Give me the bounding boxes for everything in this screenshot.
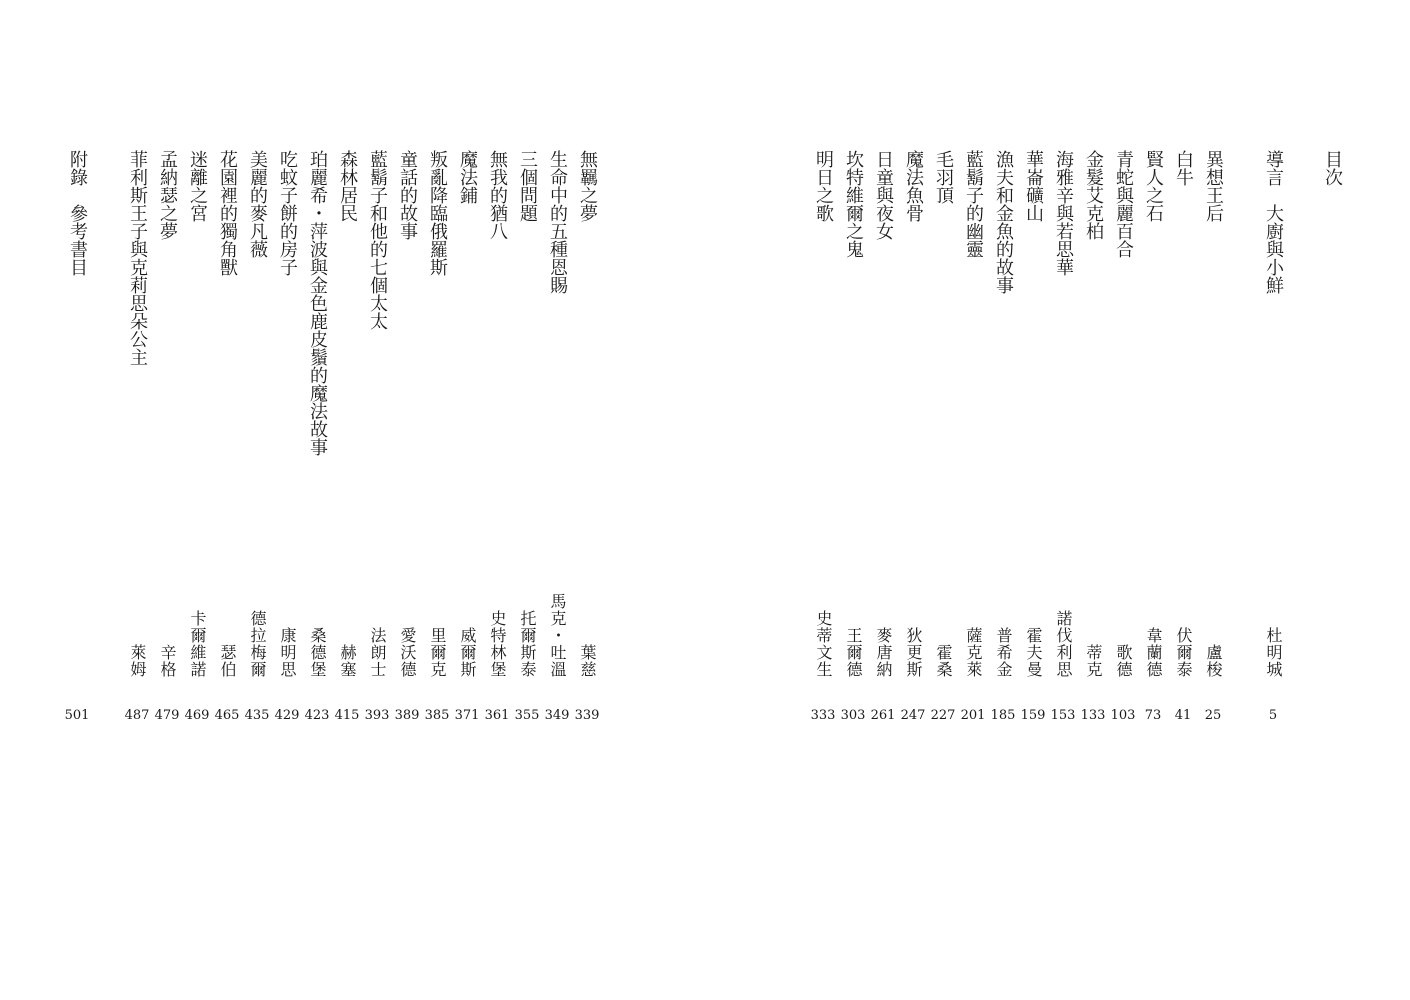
toc-entry-title: 藍鬍子和他的七個太太 bbox=[367, 150, 388, 330]
toc-entry-title: 無我的猶八 bbox=[487, 150, 508, 240]
toc-entry-title: 美麗的麥凡薇 bbox=[247, 150, 268, 258]
toc-entry-title: 魔法魚骨 bbox=[903, 150, 924, 222]
toc-entry-page-number: 469 bbox=[184, 708, 210, 723]
toc-entry-page-number: 479 bbox=[154, 708, 180, 723]
toc-entry-title: 漁夫和金魚的故事 bbox=[993, 150, 1014, 294]
toc-entry-author: 史特林堡 bbox=[488, 610, 507, 678]
toc-entry bbox=[988, 0, 1018, 723]
toc-entry-title: 坎特維爾之鬼 bbox=[843, 150, 864, 258]
toc-entry-author: 桑德堡 bbox=[308, 627, 327, 678]
toc-entry bbox=[1048, 0, 1078, 723]
toc-entry-title: 叛亂降臨俄羅斯 bbox=[427, 150, 448, 276]
toc-entry-author: 伏爾泰 bbox=[1174, 627, 1193, 678]
toc-entry-title: 異想王后 bbox=[1203, 150, 1224, 222]
toc-entry-page-number: 385 bbox=[424, 708, 450, 723]
toc-entry bbox=[572, 0, 602, 723]
toc-entry-page-number: 201 bbox=[960, 708, 986, 723]
toc-entry-author: 韋蘭德 bbox=[1144, 627, 1163, 678]
toc-entry-author: 諾伐利思 bbox=[1054, 610, 1073, 678]
toc-entry bbox=[838, 0, 868, 723]
toc-entry-author: 馬克・吐溫 bbox=[548, 593, 567, 678]
toc-entry bbox=[182, 0, 212, 723]
toc-entry-author: 辛格 bbox=[158, 644, 177, 678]
toc-entry-author: 愛沃德 bbox=[398, 627, 417, 678]
toc-entry bbox=[898, 0, 928, 723]
toc-entry-author: 蒂克 bbox=[1084, 644, 1103, 678]
toc-entry-page-number: 227 bbox=[930, 708, 956, 723]
toc-entry-title: 附錄 參考書目 bbox=[67, 150, 88, 276]
toc-entry-page-number: 355 bbox=[514, 708, 540, 723]
toc-entry-title: 日童與夜女 bbox=[873, 150, 894, 240]
toc-entry-author: 康明思 bbox=[278, 627, 297, 678]
toc-entry-title: 青蛇與麗百合 bbox=[1113, 150, 1134, 258]
toc-entry bbox=[868, 0, 898, 723]
toc-entry-page-number: 5 bbox=[1268, 708, 1278, 723]
toc-entry-page-number: 371 bbox=[454, 708, 480, 723]
toc-entry-author: 威爾斯 bbox=[458, 627, 477, 678]
toc-entry bbox=[122, 0, 152, 723]
toc-entry bbox=[152, 0, 182, 723]
toc-entry bbox=[452, 0, 482, 723]
toc-entry-title: 吃蚊子餅的房子 bbox=[277, 150, 298, 276]
toc-entry bbox=[512, 0, 542, 723]
toc-entry-author: 里爾克 bbox=[428, 627, 447, 678]
toc-entry-page-number: 349 bbox=[544, 708, 570, 723]
toc-entry bbox=[392, 0, 422, 723]
toc-entry-author: 托爾斯泰 bbox=[518, 610, 537, 678]
toc-entry-title: 海雅辛與若思華 bbox=[1053, 150, 1074, 276]
toc-entry-page-number: 501 bbox=[64, 708, 90, 723]
toc-entry bbox=[1108, 0, 1138, 723]
toc-entry-page-number: 389 bbox=[394, 708, 420, 723]
toc-entry-title: 毛羽頂 bbox=[933, 150, 954, 204]
toc-entry-title: 迷離之宮 bbox=[187, 150, 208, 222]
toc-entry-page-number: 465 bbox=[214, 708, 240, 723]
toc-entry-page-number: 247 bbox=[900, 708, 926, 723]
toc-entry-page-number: 133 bbox=[1080, 708, 1106, 723]
toc-entry-page-number: 423 bbox=[304, 708, 330, 723]
toc-entry-page-number: 339 bbox=[574, 708, 600, 723]
toc-entry-title: 賢人之石 bbox=[1143, 150, 1164, 222]
toc-entry-author: 盧梭 bbox=[1204, 644, 1223, 678]
toc-entry-author: 麥唐納 bbox=[874, 627, 893, 678]
toc-entry-page-number: 429 bbox=[274, 708, 300, 723]
toc-entry-author: 霍夫曼 bbox=[1024, 627, 1043, 678]
toc-entry-page-number: 159 bbox=[1020, 708, 1046, 723]
toc-entry bbox=[928, 0, 958, 723]
toc-entry bbox=[1258, 0, 1288, 723]
toc-entry-author: 歌德 bbox=[1114, 644, 1133, 678]
toc-entry bbox=[212, 0, 242, 723]
toc-entry-author: 卡爾維諾 bbox=[188, 610, 207, 678]
toc-entry-author: 赫塞 bbox=[338, 644, 357, 678]
toc-entry-page-number: 41 bbox=[1174, 708, 1192, 723]
toc-entry-title: 童話的故事 bbox=[397, 150, 418, 240]
toc-entry-title: 菲利斯王子與克莉思朵公主 bbox=[127, 150, 148, 366]
toc-entry-title: 白牛 bbox=[1173, 150, 1194, 186]
toc-entry-page-number: 303 bbox=[840, 708, 866, 723]
toc-entry-page-number: 393 bbox=[364, 708, 390, 723]
toc-entry-page-number: 435 bbox=[244, 708, 270, 723]
toc-entry-title: 藍鬍子的幽靈 bbox=[963, 150, 984, 258]
toc-entry bbox=[1138, 0, 1168, 723]
toc-entry bbox=[362, 0, 392, 723]
toc-entry bbox=[332, 0, 362, 723]
toc-entry-title: 金髮艾克柏 bbox=[1083, 150, 1104, 240]
toc-entry-page-number: 73 bbox=[1144, 708, 1162, 723]
toc-entry-author: 葉慈 bbox=[578, 644, 597, 678]
toc-entry-title: 孟納瑟之夢 bbox=[157, 150, 178, 240]
toc-entry-page-number: 103 bbox=[1110, 708, 1136, 723]
toc-entry-author: 德拉梅爾 bbox=[248, 610, 267, 678]
toc-entry-author: 狄更斯 bbox=[904, 627, 923, 678]
toc-entry-author: 王爾德 bbox=[844, 627, 863, 678]
toc-entry-title: 花園裡的獨角獸 bbox=[217, 150, 238, 276]
toc-entry bbox=[808, 0, 838, 723]
toc-entry bbox=[242, 0, 272, 723]
toc-entry bbox=[542, 0, 572, 723]
toc-entry-author: 瑟伯 bbox=[218, 644, 237, 678]
toc-entry-author: 杜明城 bbox=[1264, 627, 1283, 678]
toc-entry-title: 無羈之夢 bbox=[577, 150, 598, 222]
toc-entry bbox=[482, 0, 512, 723]
toc-entry-author: 萊姆 bbox=[128, 644, 147, 678]
toc-entry-author: 霍桑 bbox=[934, 644, 953, 678]
toc-entry-page-number: 185 bbox=[990, 708, 1016, 723]
toc-entry-page-number: 25 bbox=[1204, 708, 1222, 723]
toc-entry-title: 森林居民 bbox=[337, 150, 358, 222]
toc-entry bbox=[1018, 0, 1048, 723]
toc-entry-page-number: 415 bbox=[334, 708, 360, 723]
toc-entry bbox=[1168, 0, 1198, 723]
toc-entry-page-number: 261 bbox=[870, 708, 896, 723]
toc-entry bbox=[62, 0, 92, 723]
toc-entry bbox=[272, 0, 302, 723]
toc-entry-title: 三個問題 bbox=[517, 150, 538, 222]
toc-entry-author: 普希金 bbox=[994, 627, 1013, 678]
toc-entry bbox=[302, 0, 332, 723]
toc-heading: 目次 bbox=[1322, 150, 1343, 186]
toc-entry-author: 法朗士 bbox=[368, 627, 387, 678]
toc-entry-page-number: 487 bbox=[124, 708, 150, 723]
toc-entry-author: 史蒂文生 bbox=[814, 610, 833, 678]
toc-entry bbox=[958, 0, 988, 723]
toc-entry-title: 魔法鋪 bbox=[457, 150, 478, 204]
toc-entry bbox=[422, 0, 452, 723]
toc-entry-title: 生命中的五種恩賜 bbox=[547, 150, 568, 294]
toc-entry bbox=[1078, 0, 1108, 723]
toc-entry-page-number: 361 bbox=[484, 708, 510, 723]
toc-entry-page-number: 153 bbox=[1050, 708, 1076, 723]
toc-entry-page-number: 333 bbox=[810, 708, 836, 723]
toc-entry-title: 導言 大廚與小鮮 bbox=[1263, 150, 1284, 294]
toc-entry-title: 華崙礦山 bbox=[1023, 150, 1044, 222]
toc-entry-title: 明日之歌 bbox=[813, 150, 834, 222]
toc-entry-title: 珀麗希・萍波與金色鹿皮鬚的魔法故事 bbox=[307, 150, 328, 456]
toc-entry bbox=[1198, 0, 1228, 723]
toc-entry-author: 薩克萊 bbox=[964, 627, 983, 678]
